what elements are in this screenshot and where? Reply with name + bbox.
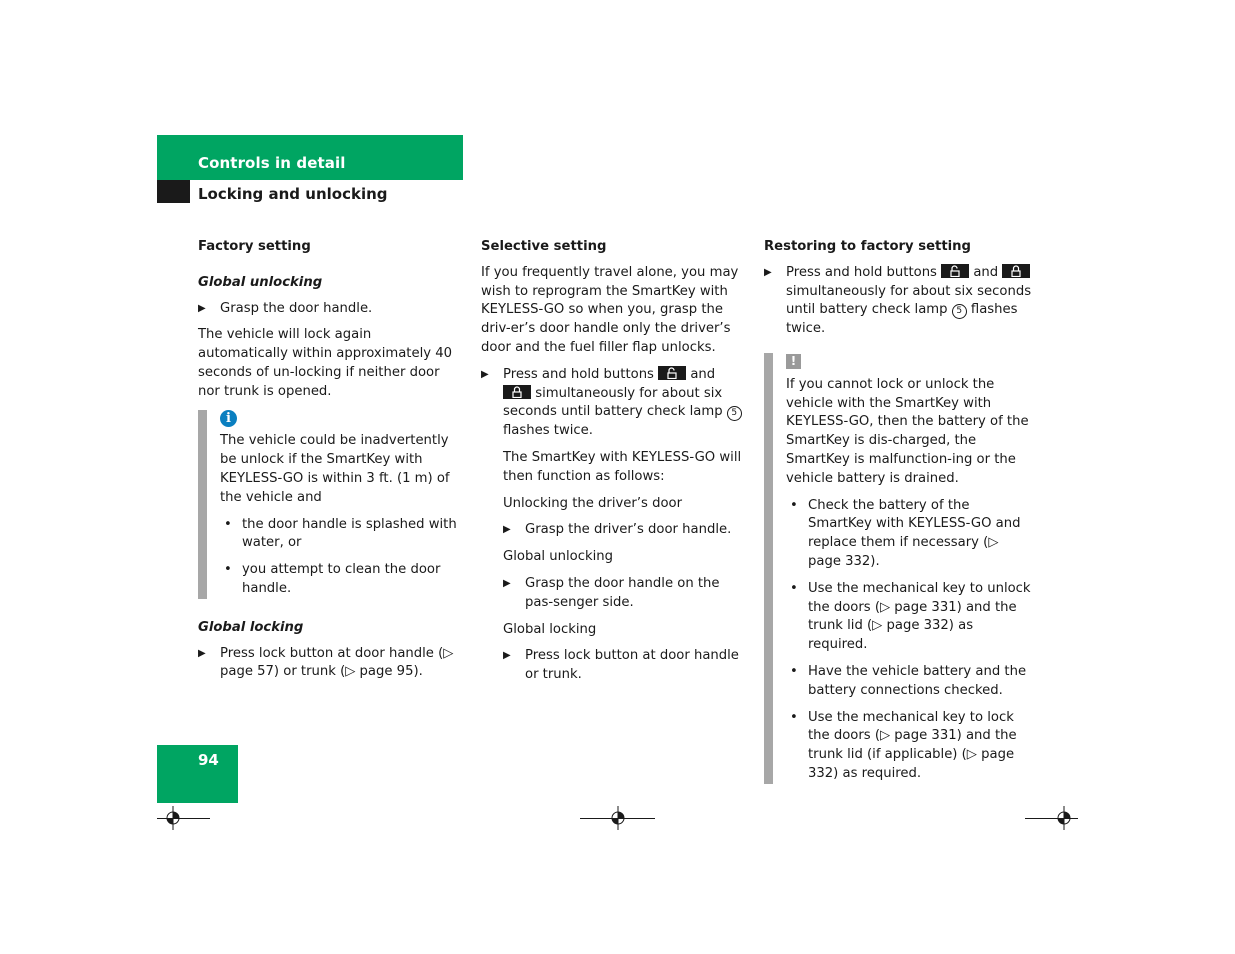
step-driver-door: ▶ Grasp the driver’s door handle.	[503, 521, 747, 540]
step-restore-press-hold: ▶ Press and hold buttons and simultaneously for about six seconds until battery check lamp 5 flashes twice.	[764, 264, 1032, 337]
step-press-hold: ▶ Press and hold buttons and simultaneously for about six seconds until battery check lamp 5 flashes twice.	[481, 366, 747, 441]
warning-bullet: • Use the mechanical key to unlock the doors (▷ page 331) and the trunk lid (▷ page 332) as required.	[790, 580, 1031, 653]
column-restoring	[764, 238, 1032, 794]
bullet-dot: •	[224, 562, 232, 578]
global-locking-heading: Global locking	[198, 619, 304, 635]
section-title: Controls in detail	[198, 154, 346, 172]
step-arrow-icon: ▶	[198, 302, 206, 314]
warning-note	[764, 353, 1032, 784]
column-factory-setting	[198, 238, 464, 690]
unlock-key-icon	[941, 264, 969, 278]
factory-setting-heading: Factory setting	[198, 239, 311, 254]
step-arrow-icon: ▶	[503, 650, 511, 662]
bullet-dot: •	[790, 663, 798, 679]
step-grasp-handle: ▶ Grasp the door handle.	[198, 300, 464, 319]
info-icon: i	[220, 410, 237, 427]
sub-heading-driver-door: Unlocking the driver’s door	[503, 495, 683, 511]
sub-heading-global-locking: Global locking	[503, 621, 597, 637]
lock-key-icon	[1002, 264, 1030, 278]
page-number-box	[157, 745, 238, 803]
step-arrow-icon: ▶	[503, 524, 511, 536]
global-unlocking-heading: Global unlocking	[198, 274, 323, 290]
step-arrow-icon: ▶	[764, 266, 772, 278]
step-lock-button: ▶ Press lock button at door handle or trunk.	[503, 648, 739, 683]
restoring-heading: Restoring to factory setting	[764, 239, 971, 254]
step-arrow-icon: ▶	[481, 368, 489, 380]
step-press-lock: ▶ Press lock button at door handle (▷ page 57) or trunk (▷ page 95).	[198, 645, 454, 680]
column-selective-setting	[481, 238, 747, 693]
info-bullet: • you attempt to clean the door handle.	[224, 562, 441, 596]
page-number: 94	[198, 751, 219, 769]
unlock-key-icon	[658, 366, 686, 380]
registration-mark-icon	[159, 804, 187, 832]
subsection-marker	[157, 180, 190, 203]
registration-mark-icon	[1050, 804, 1078, 832]
step-arrow-icon: ▶	[198, 647, 206, 659]
bullet-dot: •	[790, 497, 798, 513]
auto-lock-paragraph: The vehicle will lock again automatically within approximately 40 seconds of un-locking if neither door nor trunk is opened.	[198, 327, 453, 399]
bullet-dot: •	[790, 580, 798, 596]
step-passenger-door: ▶ Grasp the door handle on the pas-senger side.	[503, 575, 720, 610]
info-note-text: The vehicle could be inadvertently be unlock if the SmartKey with KEYLESS-GO is within 3 ft. (1 m) of the vehicle and	[220, 433, 450, 505]
function-paragraph: The SmartKey with KEYLESS-GO will then function as follows:	[503, 449, 742, 484]
warning-icon: !	[786, 354, 801, 369]
warning-bullet: • Have the vehicle battery and the battery connections checked.	[790, 663, 1027, 698]
registration-mark-icon	[604, 804, 632, 832]
info-note	[198, 410, 464, 599]
bullet-dot: •	[790, 709, 798, 725]
note-bar	[198, 410, 207, 599]
step-arrow-icon: ▶	[503, 577, 511, 589]
section-header-bar	[157, 135, 463, 180]
battery-lamp-number: 5	[952, 304, 967, 319]
subsection-title: Locking and unlocking	[198, 185, 388, 203]
selective-paragraph: If you frequently travel alone, you may wish to reprogram the SmartKey with KEYLESS-GO so when you, grasp the driv-er’s door handle only the driver’s door and the fuel filler flap unlocks.	[481, 264, 739, 355]
selective-setting-heading: Selective setting	[481, 239, 607, 254]
warning-bullet: • Check the battery of the SmartKey with KEYLESS-GO and replace them if necessary (▷ page 332).	[790, 497, 1021, 569]
info-bullet: • the door handle is splashed with water, or	[224, 516, 457, 551]
warning-bullet: • Use the mechanical key to lock the doors (▷ page 331) and the trunk lid (if applicable) (▷ page 332) as required.	[790, 709, 1017, 781]
sub-heading-global-unlocking: Global unlocking	[503, 549, 613, 565]
battery-lamp-number: 5	[727, 406, 742, 421]
lock-key-icon	[503, 385, 531, 399]
warning-text: If you cannot lock or unlock the vehicle with the SmartKey with KEYLESS-GO, then the battery of the SmartKey is dis-charged, the SmartKey is malfunction-ing or the vehicle battery is drained.	[786, 376, 1029, 486]
note-bar	[764, 353, 773, 784]
bullet-dot: •	[224, 516, 232, 532]
